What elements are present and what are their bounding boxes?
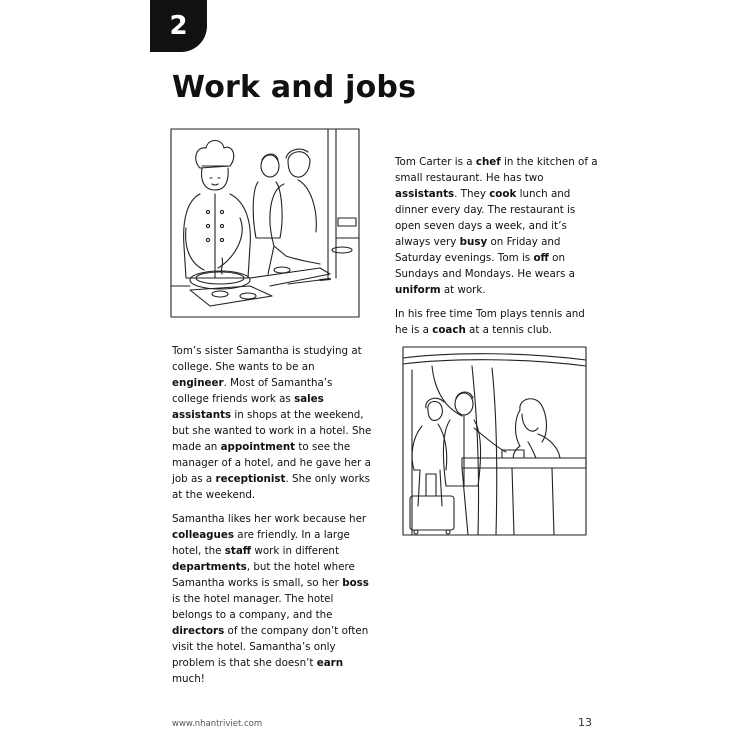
vocab-word: chef xyxy=(475,156,501,168)
vocab-word: earn xyxy=(316,657,344,669)
samantha-paragraph-1: Tom’s sister Samantha is studying at college. She wants to be an engineer. Most of Samantha’s college friends work as sales assistants in shops at the weekend, but she wanted to work in a hotel. She made an appointment to see the manager of a hotel, and he gave her a job as a receptionist. She only works at the weekend. xyxy=(172,345,372,501)
vocab-word: appointment xyxy=(220,441,296,453)
vocab-word: boss xyxy=(342,577,369,589)
samantha-text-block xyxy=(172,343,372,695)
unit-number-tab xyxy=(150,0,207,52)
footer-website: www.nhantriviet.com xyxy=(172,719,263,729)
vocab-word: cook xyxy=(489,188,517,200)
vocab-word: uniform xyxy=(395,284,441,296)
vocab-word: busy xyxy=(459,236,488,248)
vocab-word: coach xyxy=(432,324,466,336)
hotel-reception-illustration xyxy=(402,346,587,536)
vocab-word: engineer xyxy=(172,377,224,389)
vocab-word: receptionist xyxy=(215,473,286,485)
vocab-word: off xyxy=(533,252,549,264)
vocab-word: sales assistants xyxy=(172,393,324,421)
vocab-word: directors xyxy=(172,625,225,637)
vocab-word: assistants xyxy=(395,188,455,200)
page-number: 13 xyxy=(578,716,592,729)
tom-paragraph-1: Tom Carter is a chef in the kitchen of a small restaurant. He has two assistants. They cook lunch and dinner every day. The restaurant is open seven days a week, and it’s always very busy on Friday and Saturday evenings. Tom is off on Sundays and Mondays. He wears a uniform at work. xyxy=(395,156,598,296)
tom-paragraph-2: In his free time Tom plays tennis and he is a coach at a tennis club. xyxy=(395,308,585,336)
page-title: Work and jobs xyxy=(172,70,417,105)
samantha-paragraph-2: Samantha likes her work because her colleagues are friendly. In a large hotel, the staff work in different departments, but the hotel where Samantha works is small, so her boss is the hotel manager. The hotel belongs to a company, and the directors of the company don’t often visit the hotel. Samantha’s only problem is that she doesn’t earn much! xyxy=(172,513,369,685)
unit-number: 2 xyxy=(169,11,188,41)
tom-text-block xyxy=(395,154,600,346)
vocab-word: colleagues xyxy=(172,529,234,541)
vocab-word: departments xyxy=(172,561,247,573)
vocab-word: staff xyxy=(224,545,252,557)
chef-kitchen-illustration xyxy=(170,128,360,318)
